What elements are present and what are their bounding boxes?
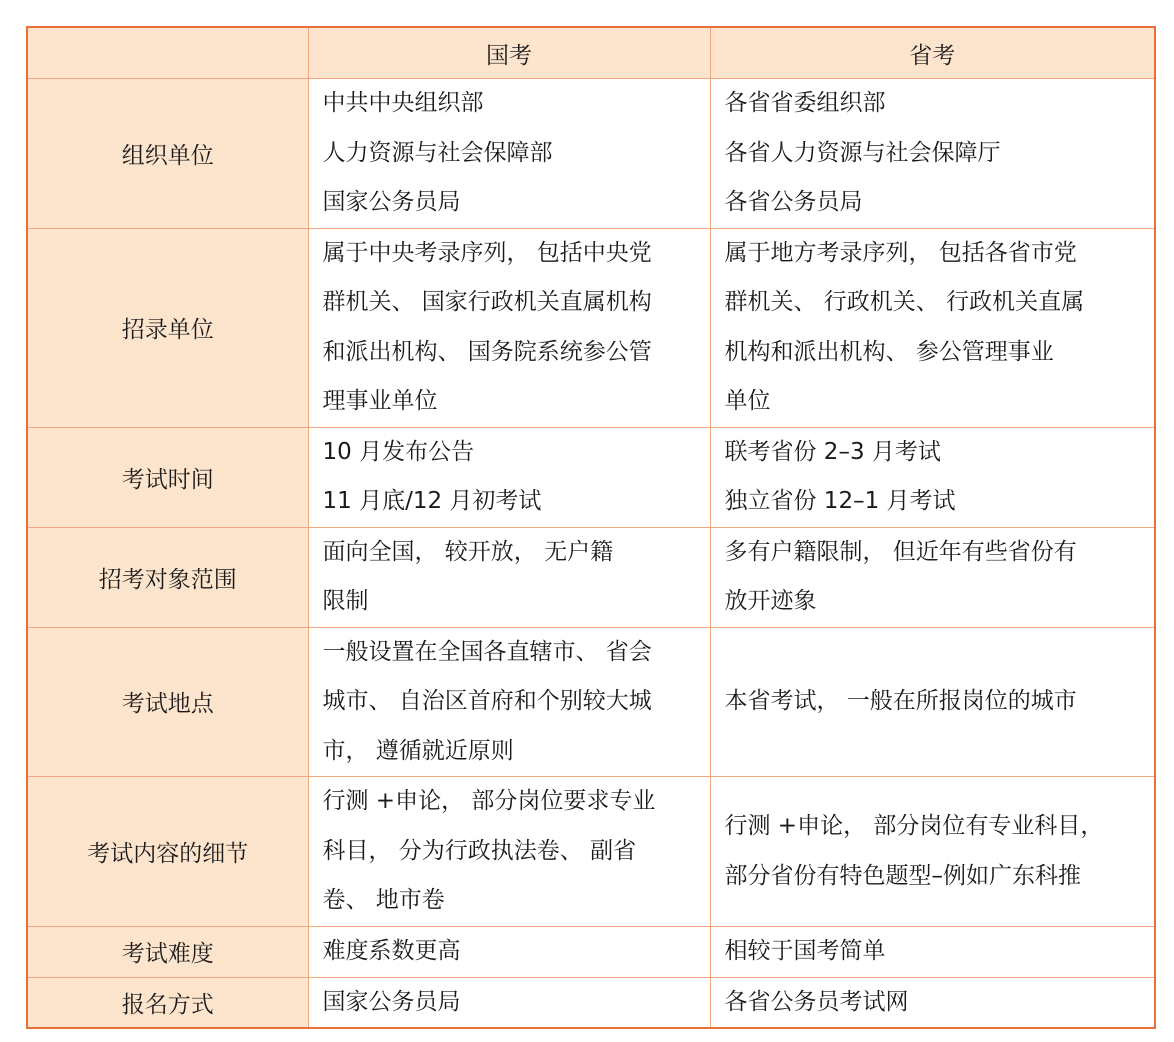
shengkao-cell: [710, 228, 1155, 427]
row-label: 考试难度: [27, 927, 308, 978]
guokao-cell: [308, 228, 710, 427]
table-row: [27, 777, 1155, 927]
guokao-line: 行测 +申论， 部分岗位要求专业: [322, 788, 656, 815]
shengkao-cell: [710, 927, 1155, 978]
guokao-line: 卷、 地市卷: [322, 887, 445, 914]
row-label: 报名方式: [27, 977, 308, 1028]
guokao-line: 一般设置在全国各直辖市、 省会: [322, 638, 652, 665]
guokao-line: 理事业单位: [322, 388, 438, 414]
shengkao-line: 机构和派出机构、 参公管理事业: [724, 338, 1054, 365]
guokao-line: 难度系数更高: [322, 938, 461, 964]
guokao-line: 人力资源与社会保障部: [322, 139, 553, 166]
shengkao-line: 各省省委组织部: [724, 90, 886, 116]
guokao-cell: [308, 977, 710, 1028]
guokao-line: 限制: [322, 588, 369, 614]
row-label: 考试内容的细节: [27, 777, 308, 927]
shengkao-cell: [710, 777, 1155, 927]
shengkao-line: 相较于国考简单: [724, 938, 886, 964]
shengkao-line: 联考省份 2–3 月考试: [724, 438, 941, 465]
guokao-line: 科目， 分为行政执法卷、 副省: [322, 837, 637, 864]
row-label: 招考对象范围: [27, 527, 308, 627]
shengkao-line: 各省人力资源与社会保障厅: [724, 139, 1001, 166]
guokao-cell: [308, 627, 710, 777]
guokao-cell: [308, 427, 710, 527]
guokao-line: 面向全国， 较开放， 无户籍: [322, 538, 614, 565]
guokao-line: 和派出机构、 国务院系统参公管: [322, 338, 652, 365]
table-row: [27, 627, 1155, 777]
guokao-line: 属于中央考录序列， 包括中央党: [322, 239, 652, 266]
table-row: [27, 927, 1155, 978]
guokao-line: 群机关、 国家行政机关直属机构: [322, 289, 652, 315]
header-guokao: 国考: [308, 27, 710, 79]
shengkao-cell: [710, 527, 1155, 627]
guokao-line: 国家公务员局: [322, 988, 461, 1015]
shengkao-line: 群机关、 行政机关、 行政机关直属: [724, 289, 1085, 315]
shengkao-line: 放开迹象: [724, 588, 817, 614]
shengkao-cell: [710, 79, 1155, 229]
guokao-line: 10 月发布公告: [322, 438, 475, 465]
shengkao-line: 独立省份 12–1 月考试: [724, 488, 956, 514]
guokao-cell: [308, 527, 710, 627]
shengkao-line: 属于地方考录序列， 包括各省市党: [724, 239, 1077, 266]
row-label: 考试时间: [27, 427, 308, 527]
guokao-line: 中共中央组织部: [322, 90, 484, 116]
row-label: 招录单位: [27, 228, 308, 427]
comparison-table: [26, 26, 1156, 1029]
guokao-line: 城市、 自治区首府和个别较大城: [322, 688, 652, 714]
row-label: 考试地点: [27, 627, 308, 777]
shengkao-cell: [710, 627, 1155, 777]
table-row: [27, 977, 1155, 1028]
guokao-cell: [308, 927, 710, 978]
guokao-line: 市， 遵循就近原则: [322, 737, 514, 764]
table-body: [27, 79, 1155, 1029]
header-shengkao: 省考: [710, 27, 1155, 79]
table-row: [27, 427, 1155, 527]
table-row: [27, 527, 1155, 627]
shengkao-line: 多有户籍限制， 但近年有些省份有: [724, 538, 1077, 565]
header-empty: [27, 27, 308, 79]
shengkao-line: 各省公务员局: [724, 189, 863, 215]
table-row: [27, 228, 1155, 427]
guokao-line: 11 月底/12 月初考试: [322, 488, 542, 514]
shengkao-line: 部分省份有特色题型–例如广东科推: [724, 862, 1081, 889]
table-row: [27, 79, 1155, 229]
shengkao-line: 各省公务员考试网: [724, 988, 909, 1015]
shengkao-line: 单位: [724, 388, 771, 414]
guokao-line: 国家公务员局: [322, 189, 461, 215]
row-label: 组织单位: [27, 79, 308, 229]
shengkao-cell: [710, 427, 1155, 527]
guokao-cell: [308, 777, 710, 927]
guokao-cell: [308, 79, 710, 229]
shengkao-line: 行测 +申论， 部分岗位有专业科目，: [724, 813, 1104, 839]
header-row: [27, 27, 1155, 79]
shengkao-line: 本省考试， 一般在所报岗位的城市: [724, 688, 1077, 714]
shengkao-cell: [710, 977, 1155, 1028]
